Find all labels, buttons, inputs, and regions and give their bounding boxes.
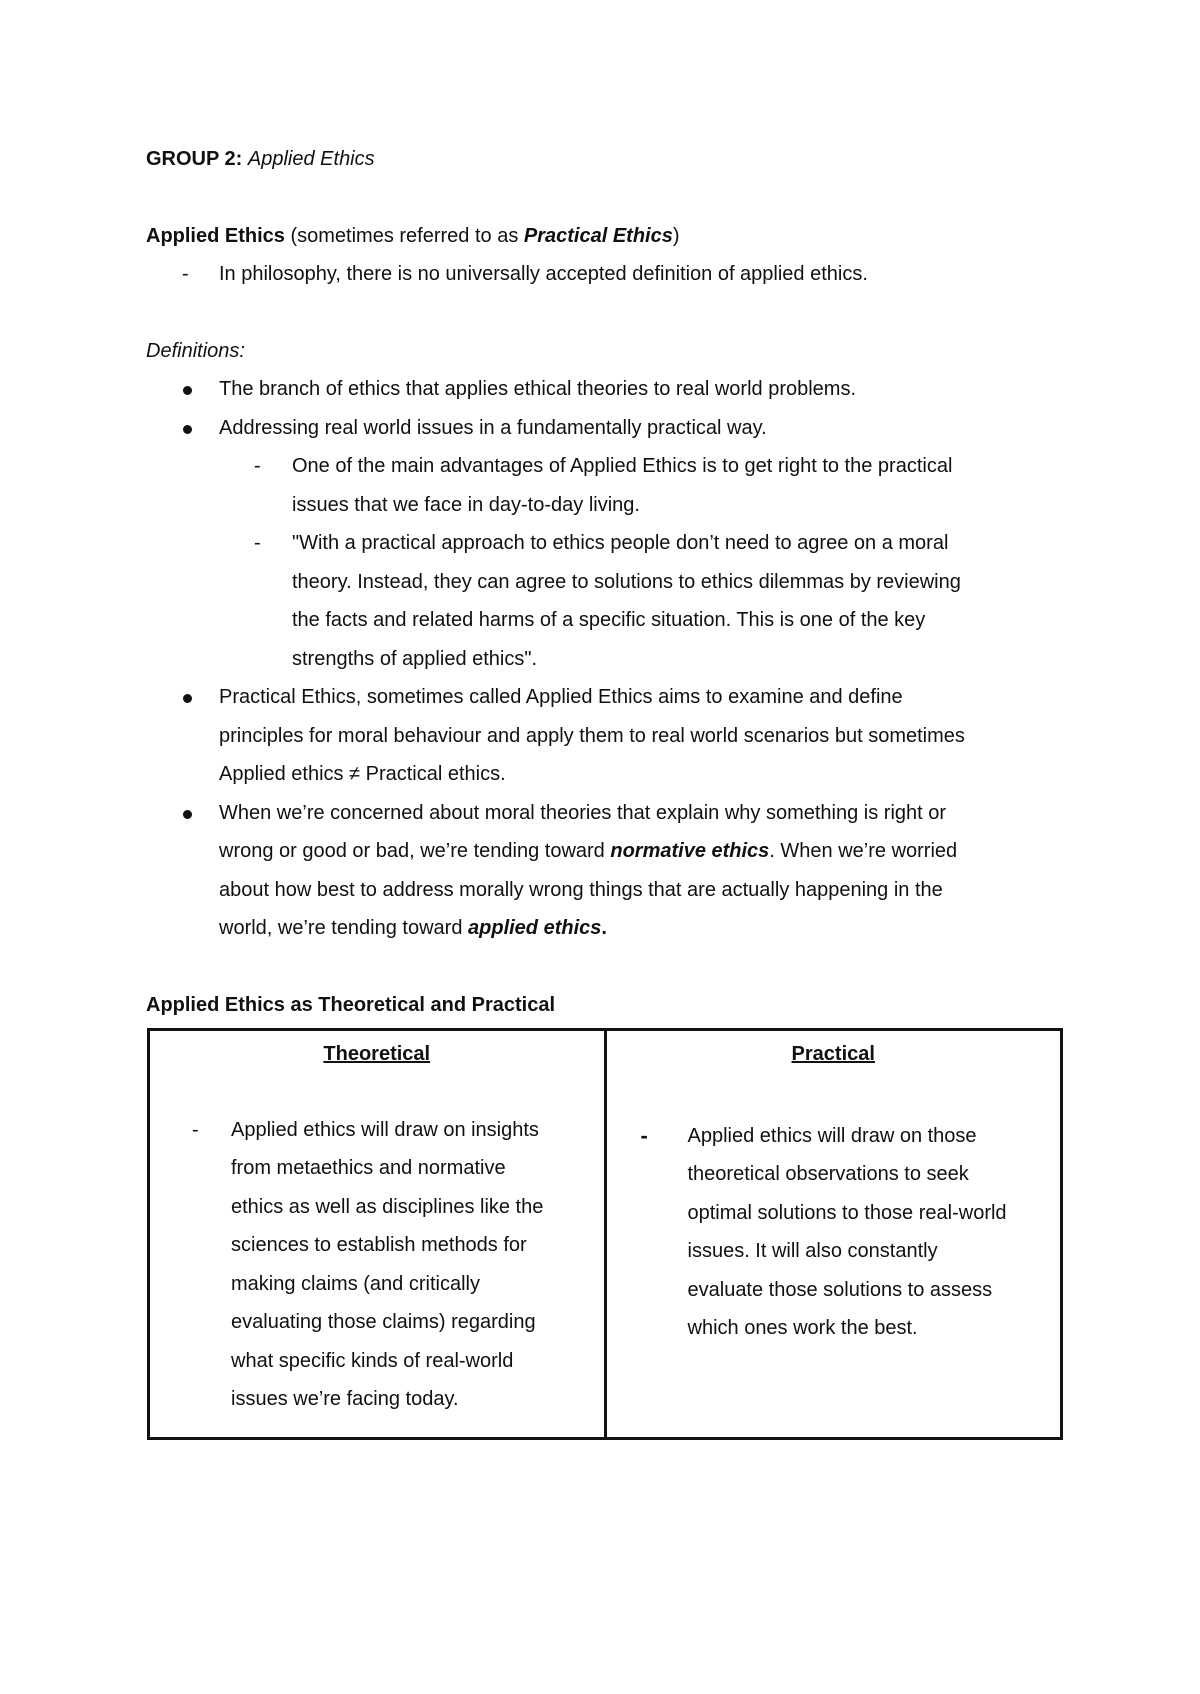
cell-line: sciences to establish methods for	[231, 1234, 527, 1256]
intro-term: Applied Ethics	[146, 224, 285, 247]
bullet-icon	[183, 425, 192, 434]
bullet-icon	[183, 694, 192, 703]
bullet-icon	[183, 810, 192, 819]
theoretical-body	[150, 1111, 604, 1419]
definition-item-1	[146, 370, 1066, 409]
text-run: . When we’re worried	[769, 840, 958, 862]
theoretical-cell	[149, 1030, 606, 1439]
definition-line	[146, 909, 1066, 948]
sub-line: issues that we face in day-to-day living.	[292, 493, 640, 516]
text-run: wrong or good or bad, we’re tending toward	[219, 840, 611, 862]
cell-line: optimal solutions to those real-world	[687, 1201, 1007, 1224]
definition-text: Addressing real world issues in a fundamentally practical way.	[219, 416, 767, 439]
definition-item-3	[146, 678, 1066, 794]
definition-sub-item-1	[146, 447, 1066, 524]
cell-line: from metaethics and normative	[231, 1157, 506, 1179]
group-heading	[146, 140, 1066, 179]
definitions-heading: Definitions:	[146, 339, 245, 362]
intro-note-text: In philosophy, there is no universally accepted definition of applied ethics.	[219, 263, 868, 285]
cell-line: issues we’re facing today.	[231, 1388, 459, 1410]
intro-alt-term: Practical Ethics	[523, 224, 673, 247]
dash-marker: -	[182, 263, 189, 285]
theoretical-header: Theoretical	[323, 1043, 431, 1065]
dash-marker: -	[254, 455, 261, 477]
cell-line: evaluate those solutions to assess	[687, 1278, 993, 1301]
theoretical-lines	[150, 1111, 604, 1419]
definition-line: When we’re concerned about moral theories that explain why something is right or	[219, 801, 947, 824]
comparison-title: Applied Ethics as Theoretical and Practical	[146, 993, 556, 1016]
cell-line: Applied ethics will draw on insights	[231, 1118, 539, 1141]
definition-line: Practical Ethics, sometimes called Applied Ethics aims to examine and define	[219, 686, 903, 708]
sub-line: "With a practical approach to ethics people don’t need to agree on a moral	[292, 532, 949, 554]
cell-line: which ones work the best.	[687, 1317, 918, 1339]
comparison-table	[147, 1028, 1063, 1440]
intro-paren-close: )	[672, 224, 680, 247]
dash-marker: -	[640, 1122, 648, 1148]
practical-header: Practical	[791, 1043, 875, 1065]
definition-item-2	[146, 409, 1066, 448]
cell-line: Applied ethics will draw on those	[687, 1124, 977, 1147]
intro-note	[146, 255, 1066, 294]
normative-ethics-term: normative ethics	[610, 840, 770, 862]
cell-line: making claims (and critically	[231, 1272, 480, 1295]
sub-line: strengths of applied ethics".	[292, 647, 538, 670]
practical-body	[607, 1117, 1061, 1348]
intro-paren-open: (sometimes referred to as	[284, 224, 524, 247]
document-page	[146, 140, 1066, 1440]
definition-line: principles for moral behaviour and apply them to real world scenarios but sometimes	[219, 724, 965, 747]
definition-line: about how best to address morally wrong things that are actually happening in the	[219, 878, 943, 901]
cell-line: evaluating those claims) regarding	[231, 1311, 536, 1333]
definition-sub-item-2	[146, 524, 1066, 678]
text-run: world, we’re tending toward	[219, 917, 469, 939]
group-label: GROUP 2:	[146, 148, 243, 170]
definition-item-4	[146, 794, 1066, 948]
cell-line: ethics as well as disciplines like the	[231, 1195, 544, 1218]
definition-line: Applied ethics ≠ Practical ethics.	[219, 763, 506, 785]
applied-ethics-term: applied ethics	[468, 917, 602, 939]
cell-line: what specific kinds of real-world	[231, 1349, 514, 1372]
sub-line: One of the main advantages of Applied Ethics is to get right to the practical	[292, 455, 953, 477]
bullet-icon	[183, 386, 192, 395]
cell-line: theoretical observations to seek	[687, 1163, 969, 1185]
intro-heading	[146, 217, 1066, 256]
cell-line: issues. It will also constantly	[687, 1240, 938, 1262]
practical-lines	[607, 1117, 1061, 1348]
dash-marker: -	[254, 532, 261, 554]
definition-text: The branch of ethics that applies ethical theories to real world problems.	[219, 378, 857, 400]
definition-line	[146, 832, 1066, 871]
practical-cell	[605, 1030, 1062, 1439]
group-title: Applied Ethics	[247, 148, 375, 170]
sub-line: theory. Instead, they can agree to solutions to ethics dilemmas by reviewing	[292, 570, 961, 593]
sub-line: the facts and related harms of a specific situation. This is one of the key	[292, 609, 926, 631]
dash-marker: -	[192, 1118, 199, 1141]
text-run: .	[601, 917, 607, 939]
